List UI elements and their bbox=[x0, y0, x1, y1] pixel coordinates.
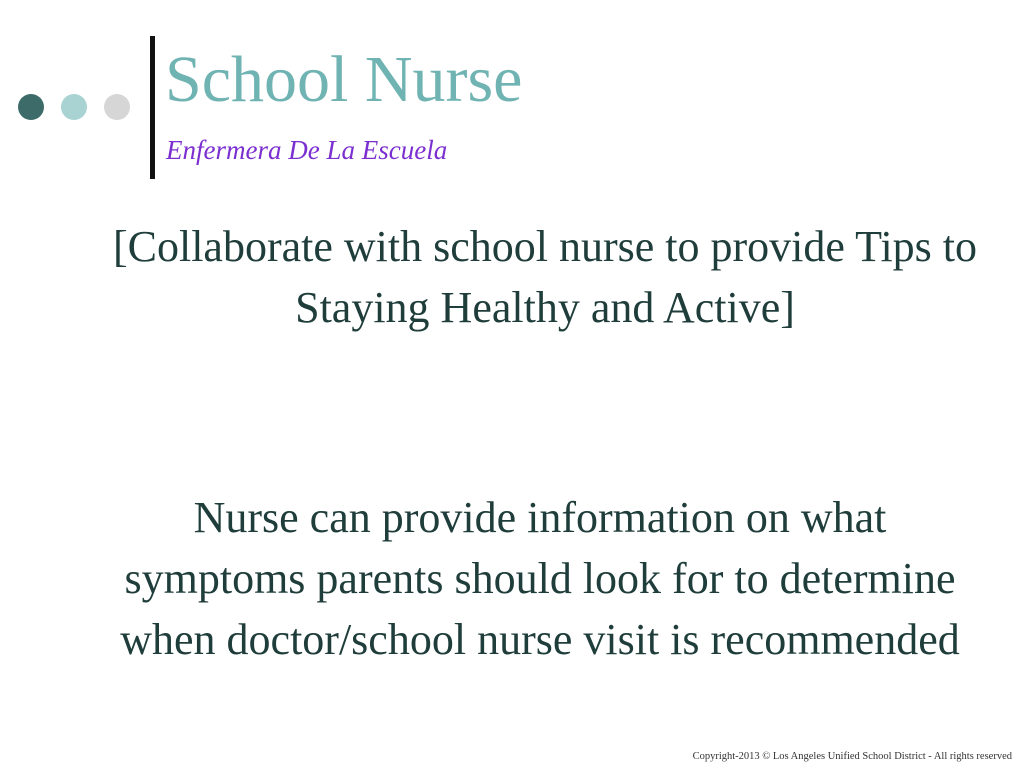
light-teal-dot bbox=[61, 94, 87, 120]
slide-title: School Nurse bbox=[165, 43, 523, 116]
slide-subtitle: Enfermera De La Escuela bbox=[166, 135, 448, 165]
gray-dot bbox=[104, 94, 130, 120]
copyright-footer: Copyright-2013 © Los Angeles Unified School District - All rights reserved bbox=[692, 751, 1012, 762]
decorative-dots bbox=[18, 94, 133, 120]
title-divider bbox=[150, 36, 155, 179]
body-paragraph-collaborate: [Collaborate with school nurse to provide Tips to Staying Healthy and Active] bbox=[112, 222, 978, 332]
dark-teal-dot bbox=[18, 94, 44, 120]
body-paragraph-symptoms: Nurse can provide information on what symptoms parents should look for to determine when doctor/school nurse visit is recommended bbox=[120, 493, 960, 664]
